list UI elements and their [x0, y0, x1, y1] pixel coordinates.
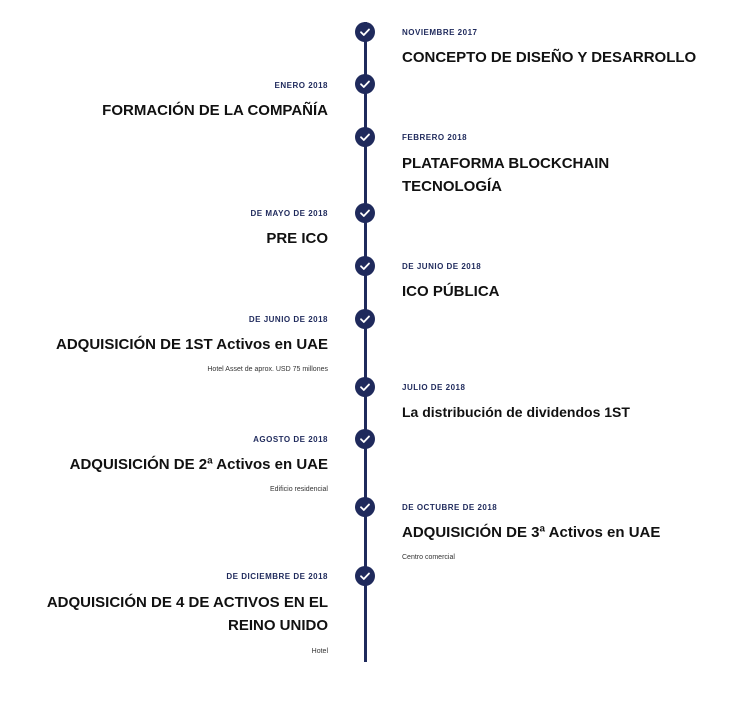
timeline-item — [402, 383, 732, 423]
check-circle-icon — [355, 74, 375, 94]
check-circle-icon — [355, 127, 375, 147]
timeline-item — [8, 315, 328, 374]
timeline-date: FEBRERO 2018 — [402, 133, 468, 142]
check-circle-icon — [355, 429, 375, 449]
check-circle-icon — [355, 203, 375, 223]
timeline-date: DE JUNIO DE 2018 — [248, 315, 328, 324]
timeline-subtitle: Hotel Asset de aprox. USD 75 millones — [207, 366, 328, 373]
timeline-date: DE DICIEMBRE DE 2018 — [226, 572, 328, 581]
timeline-item — [18, 572, 328, 656]
timeline-title: PLATAFORMA BLOCKCHAIN TECNOLOGÍA — [402, 155, 610, 195]
timeline-title: ADQUISICIÓN DE 1ST Activos en UAE — [56, 336, 328, 353]
timeline-title: ADQUISICIÓN DE 4 DE ACTIVOS EN EL REINO UNIDO — [46, 594, 328, 634]
check-circle-icon — [355, 22, 375, 42]
check-circle-icon — [355, 497, 375, 517]
timeline-title: ADQUISICIÓN DE 3ª Activos en UAE — [402, 524, 661, 541]
check-circle-icon — [355, 566, 375, 586]
timeline-subtitle: Edificio residencial — [270, 486, 328, 493]
timeline-title: ADQUISICIÓN DE 2ª Activos en UAE — [69, 456, 328, 473]
timeline-date: DE JUNIO DE 2018 — [402, 262, 482, 271]
timeline-item — [8, 81, 328, 121]
timeline-title: La distribución de dividendos 1ST — [402, 404, 630, 420]
timeline-date: ENERO 2018 — [274, 81, 328, 90]
check-circle-icon — [355, 256, 375, 276]
timeline-item — [402, 28, 732, 68]
timeline-date: DE OCTUBRE DE 2018 — [402, 503, 498, 512]
timeline-date: DE MAYO DE 2018 — [250, 209, 328, 218]
timeline-date: JULIO DE 2018 — [402, 383, 466, 392]
timeline-item — [402, 133, 652, 198]
check-circle-icon — [355, 377, 375, 397]
check-circle-icon — [355, 309, 375, 329]
timeline-subtitle: Centro comercial — [402, 554, 455, 561]
timeline-item — [8, 435, 328, 494]
timeline-date: AGOSTO DE 2018 — [253, 435, 328, 444]
timeline-item — [402, 262, 732, 302]
timeline-title: ICO PÚBLICA — [402, 283, 500, 300]
timeline-date: NOVIEMBRE 2017 — [402, 28, 478, 37]
timeline-item — [8, 209, 328, 249]
timeline-subtitle: Hotel — [311, 648, 328, 655]
timeline-item — [402, 503, 732, 562]
timeline-title: FORMACIÓN DE LA COMPAÑÍA — [102, 102, 328, 119]
timeline-title: PRE ICO — [266, 230, 328, 247]
timeline-title: CONCEPTO DE DISEÑO Y DESARROLLO — [402, 49, 697, 66]
